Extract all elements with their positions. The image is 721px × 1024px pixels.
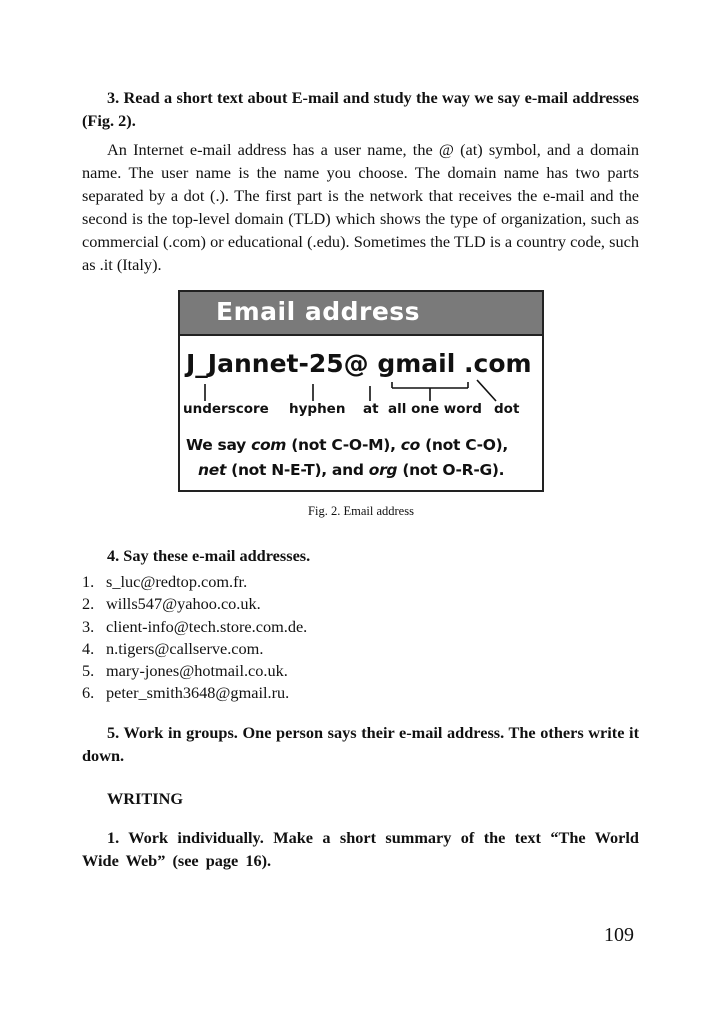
note-text: (not C-O), xyxy=(420,436,509,454)
list-item-text: client-info@tech.store.com.de. xyxy=(106,616,308,636)
note-text: (not N-E-T), and xyxy=(226,461,369,479)
diagram-title: Email address xyxy=(216,297,421,326)
note-text: (not C-O-M), xyxy=(286,436,401,454)
example-email-address: J_Jannet-25@ gmail .com xyxy=(186,349,532,378)
note-co: co xyxy=(400,436,421,454)
hyphen-label: hyphen xyxy=(289,401,346,417)
textbook-page xyxy=(82,86,639,872)
task-3-heading: 3. Read a short text about E-mail and study the way we say e-mail addresses (Fig. 2). xyxy=(82,88,639,130)
note-line-1 xyxy=(186,436,508,454)
pronunciation-note xyxy=(186,433,538,483)
list-item-text: mary-jones@hotmail.co.uk. xyxy=(106,661,288,681)
page-number: 109 xyxy=(604,924,634,946)
list-item xyxy=(82,660,639,682)
task-5-heading: 5. Work in groups. One person says their e-mail address. The others write it down. xyxy=(82,722,639,765)
figure-2 xyxy=(178,290,544,519)
list-item-text: wills547@yahoo.co.uk. xyxy=(106,594,261,614)
list-item xyxy=(82,571,639,593)
figure-caption: Fig. 2. Email address xyxy=(308,504,414,518)
list-item-text: peter_smith3648@gmail.ru. xyxy=(106,683,290,703)
writing-task-1: 1. Work individually. Make a short summary of the text “The World Wide Web” (see page 16). xyxy=(82,827,639,870)
note-org: org xyxy=(368,461,398,479)
note-line-2 xyxy=(186,458,538,483)
list-item-number: 4. xyxy=(82,638,95,658)
list-item-number: 5. xyxy=(82,661,95,681)
list-item-number: 6. xyxy=(82,683,95,703)
underscore-label: underscore xyxy=(183,401,269,417)
list-item-text: s_luc@redtop.com.fr. xyxy=(106,572,248,591)
at-label: at xyxy=(363,401,379,417)
note-net: net xyxy=(198,461,227,479)
note-text: (not O-R-G). xyxy=(397,461,505,479)
list-item-number: 2. xyxy=(82,594,95,614)
one-word-label: all one word xyxy=(388,401,482,417)
email-address-list xyxy=(82,571,639,705)
list-item-number: 3. xyxy=(82,616,95,636)
list-item-text: n.tigers@callserve.com. xyxy=(106,638,264,658)
email-address-diagram xyxy=(178,290,544,492)
list-item xyxy=(82,682,639,704)
task-4-heading: 4. Say these e-mail addresses. xyxy=(107,546,311,565)
list-item xyxy=(82,616,639,638)
dot-label: dot xyxy=(494,401,520,417)
note-text: We say xyxy=(186,436,252,454)
list-item-number: 1. xyxy=(82,572,95,591)
note-com: com xyxy=(251,436,287,454)
list-item xyxy=(82,593,639,615)
writing-section-heading: WRITING xyxy=(107,788,183,808)
list-item xyxy=(82,638,639,660)
dot-pointer-line xyxy=(477,380,496,401)
address-parts-labels xyxy=(180,401,542,421)
email-explanation-paragraph: An Internet e-mail address has a user name, the @ (at) symbol, and a domain name. The user name is the name you choose. The domain name has two parts separated by a dot (.). The first part is the network that receives the e-mail and the second is the top-level domain (TLD) which shows the type of organization, such as commercial (.com) or educational (.edu). Sometimes the TLD is a country code, such as .it (Italy). xyxy=(82,140,639,274)
